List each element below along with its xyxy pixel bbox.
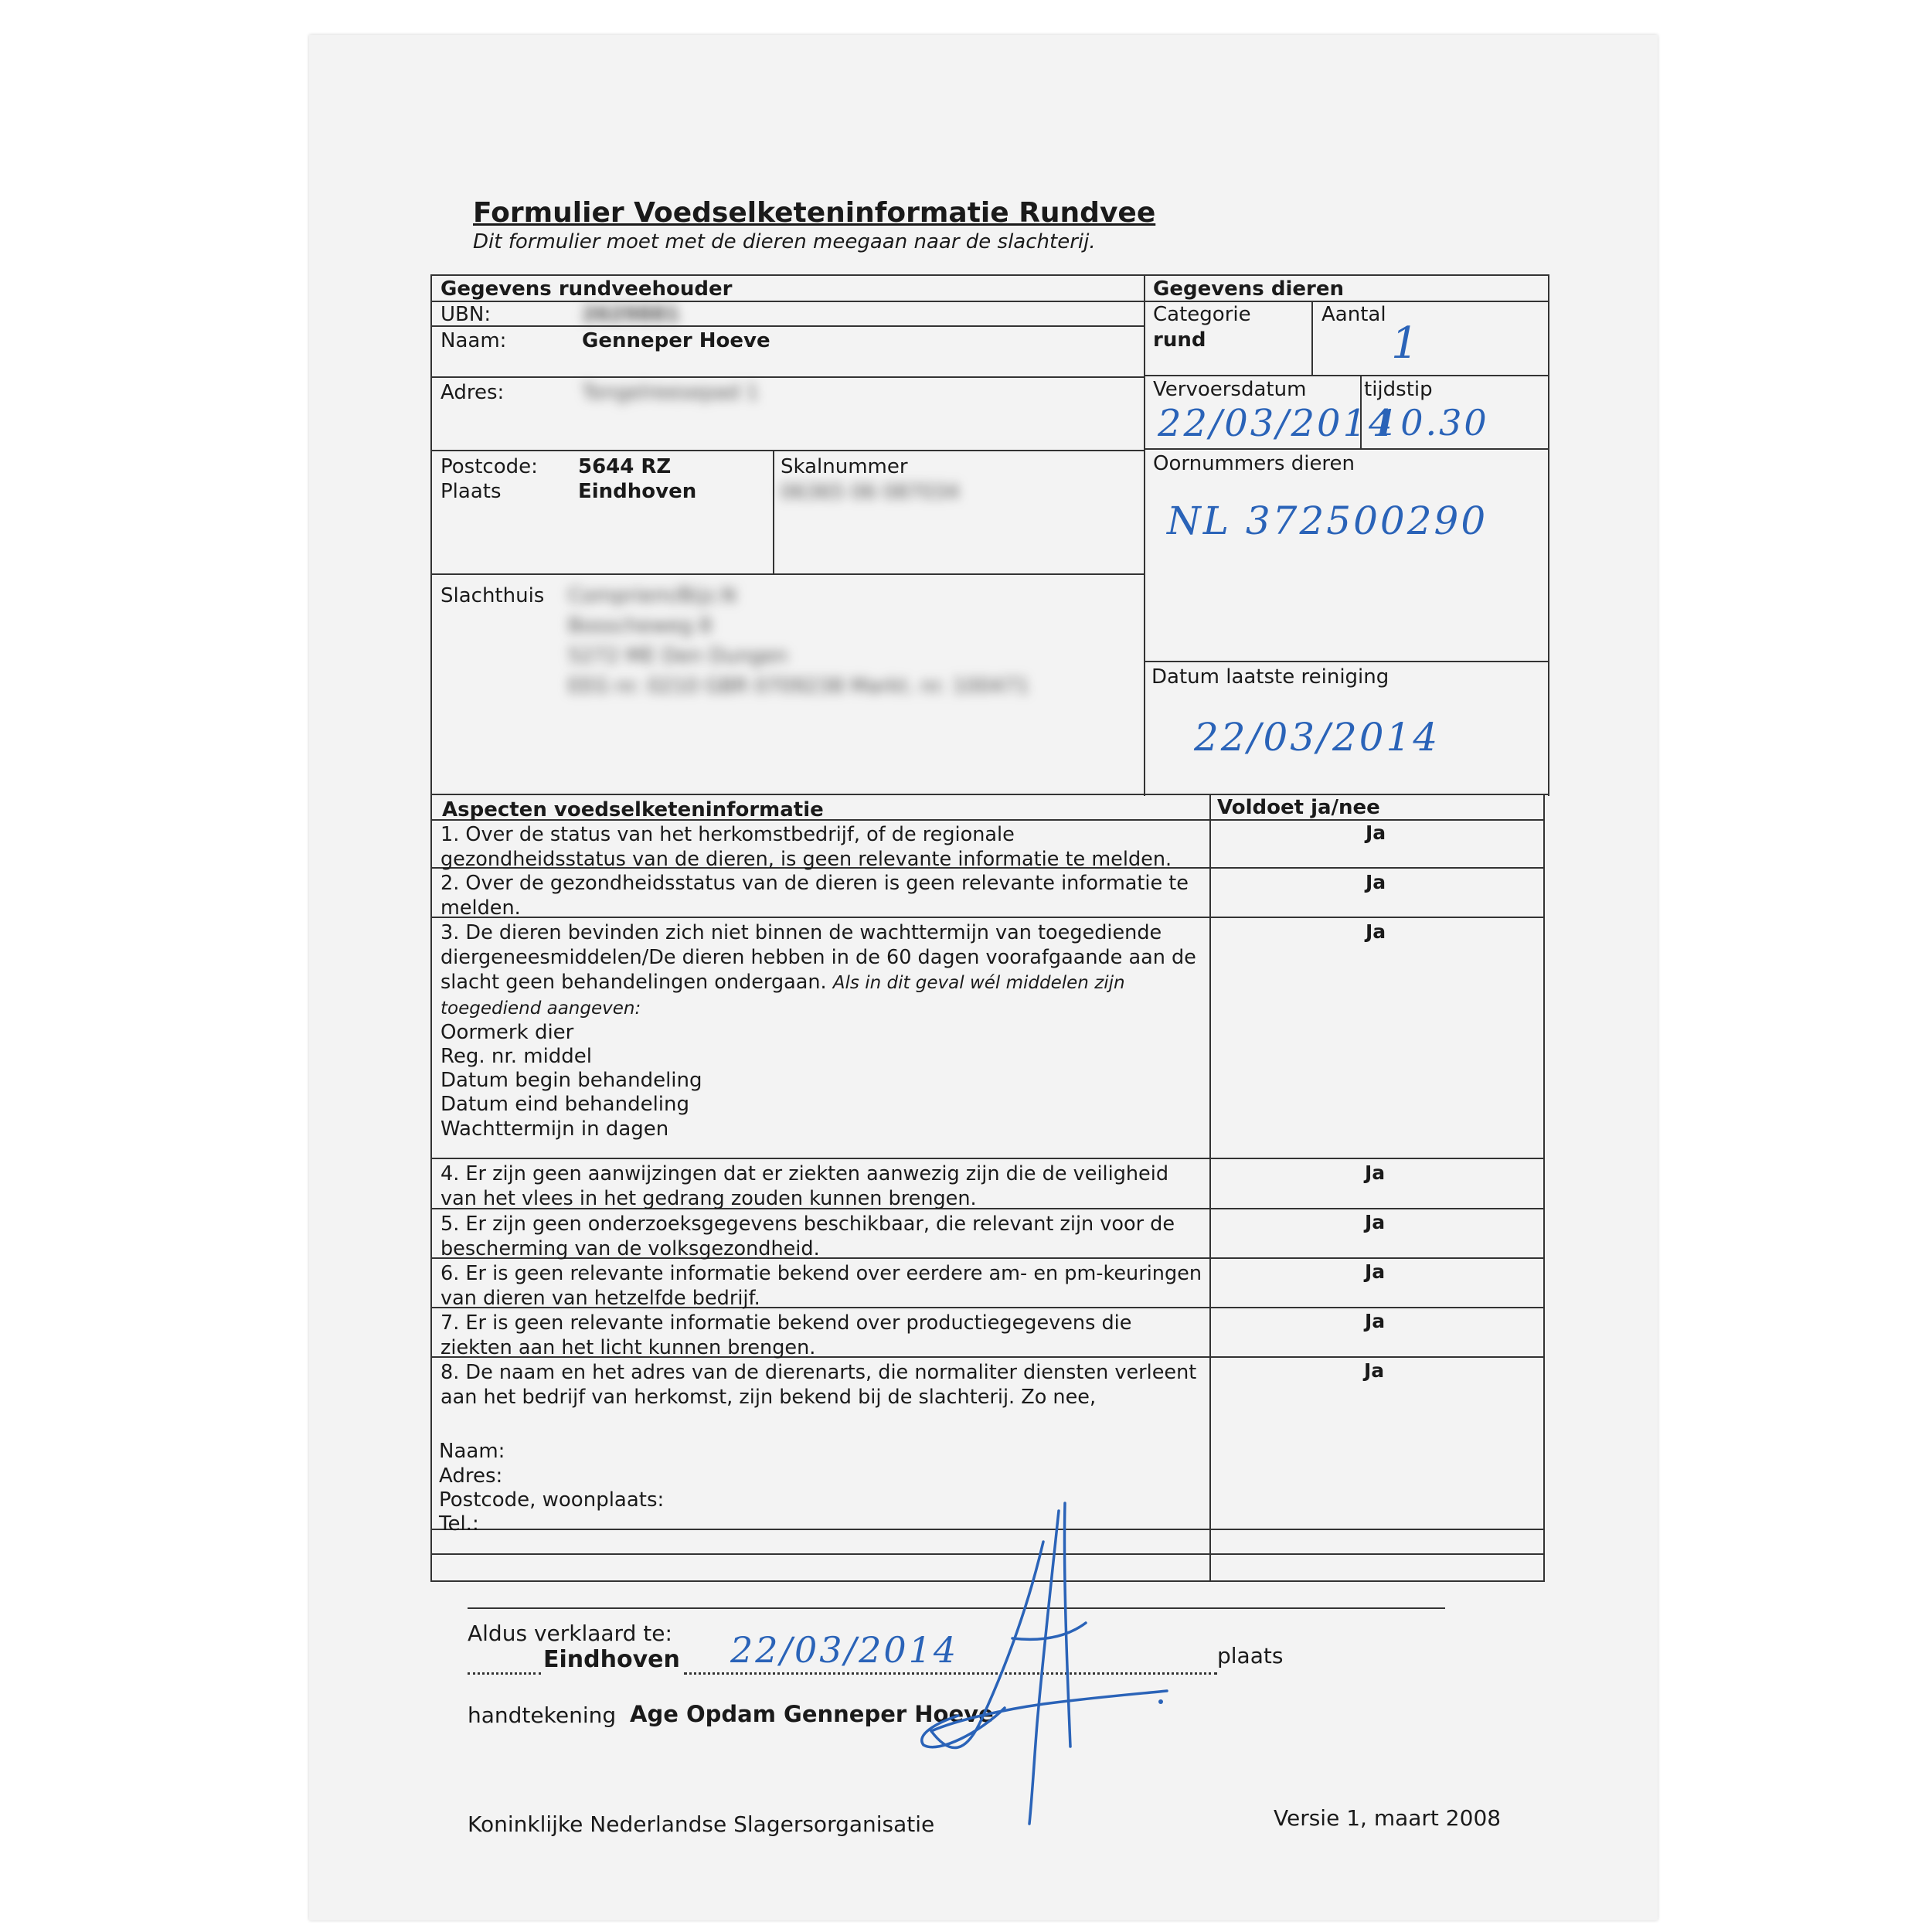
voldoet-heading: Voldoet ja/nee [1217, 796, 1380, 819]
slachthuis-line: Bosscheweg 8 [568, 614, 713, 638]
ubn-value: 2629881 [582, 303, 680, 326]
sub-datum-eind: Datum eind behandeling [440, 1093, 690, 1116]
plaats-value: Eindhoven [578, 480, 697, 503]
handtekening-name: Age Opdam Genneper Hoeve [630, 1701, 994, 1727]
aspect-item-1-text: 1. Over de status van het herkomstbedrijf, of de regionale gezondheidsstatus van de dieren, is geen relevante informatie te melden. [440, 823, 1172, 871]
reiniging-value: 22/03/2014 [1194, 715, 1440, 760]
skal-value: 06365 06 087034 [781, 481, 960, 504]
verklaard-label: Aldus verklaard te: [468, 1621, 672, 1646]
oornummers-value: NL 372500290 [1167, 498, 1488, 543]
sub-oormerk: Oormerk dier [440, 1021, 574, 1044]
aspect-item-4-answer: Ja [1365, 1162, 1386, 1184]
aspects-heading: Aspecten voedselketeninformatie [442, 798, 824, 821]
footer-version: Versie 1, maart 2008 [1274, 1805, 1502, 1831]
tijdstip-label: tijdstip [1364, 378, 1433, 401]
houder-heading: Gegevens rundveehouder [440, 277, 733, 301]
sub-postcode-woonplaats: Postcode, woonplaats: [439, 1488, 665, 1512]
aspect-item-1-answer: Ja [1366, 821, 1386, 844]
slachthuis-line: 5272 ME Den Dungen [568, 645, 788, 668]
oornummers-label: Oornummers dieren [1153, 452, 1355, 475]
declaration-plaats-label: plaats [1217, 1643, 1284, 1668]
footer-org: Koninklijke Nederlandse Slagersorganisatie [468, 1811, 935, 1837]
aspect-item-3-note: Als in dit geval wél middelen zijn toegediend aangeven: [440, 973, 1125, 1019]
aspect-item-6-text: 6. Er is geen relevante informatie bekend over eerdere am- en pm-keuringen van dieren van hetzelfde bedrijf. [440, 1262, 1202, 1310]
aspect-item-3-text [440, 920, 1202, 1021]
dieren-heading: Gegevens dieren [1153, 277, 1344, 301]
handtekening-label: handtekening [468, 1702, 617, 1728]
vervoersdatum-value: 22/03/2014 [1158, 402, 1395, 445]
adres-label: Adres: [440, 381, 505, 404]
slachthuis-line: EEG nr. 0210 GBR 0709238 Markt. nr. 100471 [568, 675, 1029, 698]
naam-value: Genneper Hoeve [582, 329, 770, 352]
categorie-value: rund [1153, 328, 1206, 352]
sub-datum-begin: Datum begin behandeling [440, 1069, 702, 1092]
aspect-item-2-text: 2. Over de gezondheidsstatus van de dieren is geen relevante informatie te melden. [440, 872, 1189, 920]
adres-value: Tongelreesepad 1 [582, 381, 759, 404]
aspect-item-7-answer: Ja [1365, 1310, 1386, 1332]
declaration-datum-value: 22/03/2014 [730, 1629, 959, 1671]
aspect-item-2-answer: Ja [1366, 871, 1386, 893]
aspect-item-7-text: 7. Er is geen relevante informatie bekend over productiegegevens die ziekten aan het licht kunnen brengen. [440, 1311, 1132, 1359]
slachthuis-line: Compriem/Bijz.N [568, 584, 736, 607]
plaats-label: Plaats [440, 480, 502, 503]
vervoersdatum-label: Vervoersdatum [1153, 378, 1307, 401]
sub-adres: Adres: [439, 1464, 503, 1488]
skal-label: Skalnummer [781, 455, 908, 478]
aspect-item-6-answer: Ja [1365, 1260, 1386, 1283]
aspect-item-8-answer: Ja [1364, 1359, 1385, 1382]
form-title: Formulier Voedselketeninformatie Rundvee [473, 197, 1156, 229]
sub-tel: Tel.: [439, 1512, 479, 1536]
naam-label: Naam: [440, 329, 507, 352]
aantal-label: Aantal [1321, 303, 1386, 326]
sub-wachttermijn: Wachttermijn in dagen [440, 1117, 669, 1141]
aspect-item-3-answer: Ja [1366, 920, 1386, 943]
postcode-label: Postcode: [440, 455, 538, 478]
sub-reg-nr: Reg. nr. middel [440, 1045, 593, 1068]
aspect-item-4-text: 4. Er zijn geen aanwijzingen dat er ziekten aanwezig zijn die de veiligheid van het vlees in het gedrang zouden kunnen brengen. [440, 1162, 1169, 1210]
declaration-plaats-value: Eindhoven [543, 1646, 680, 1673]
signature-drawing [912, 1499, 1206, 1832]
postcode-value: 5644 RZ [578, 455, 672, 478]
aspect-item-5-text: 5. Er zijn geen onderzoeksgegevens beschikbaar, die relevant zijn voor de bescherming van de volksgezondheid. [440, 1213, 1175, 1260]
ubn-label: UBN: [440, 303, 492, 326]
aspect-item-5-answer: Ja [1365, 1211, 1386, 1233]
aspect-item-3-body: 3. De dieren bevinden zich niet binnen de wachttermijn van toegediende diergeneesmiddelen/De dieren hebben in de 60 dagen voorafgaande aan de slacht geen behandelingen ondergaan. [440, 921, 1196, 994]
aspect-item-8-text: 8. De naam en het adres van de dierenarts, die normaliter diensten verleent aan het bedrijf van herkomst, zijn bekend bij de slachterij. Zo nee, [440, 1361, 1197, 1409]
reiniging-label: Datum laatste reiniging [1151, 665, 1389, 689]
form-subtitle: Dit formulier moet met de dieren meegaan naar de slachterij. [473, 230, 1096, 253]
aantal-value: 1 [1391, 318, 1421, 369]
slachthuis-label: Slachthuis [440, 584, 545, 607]
dotted-leader [468, 1672, 541, 1675]
categorie-label: Categorie [1153, 303, 1251, 326]
sub-naam: Naam: [439, 1440, 505, 1463]
tijdstip-value: 10.30 [1376, 402, 1489, 444]
